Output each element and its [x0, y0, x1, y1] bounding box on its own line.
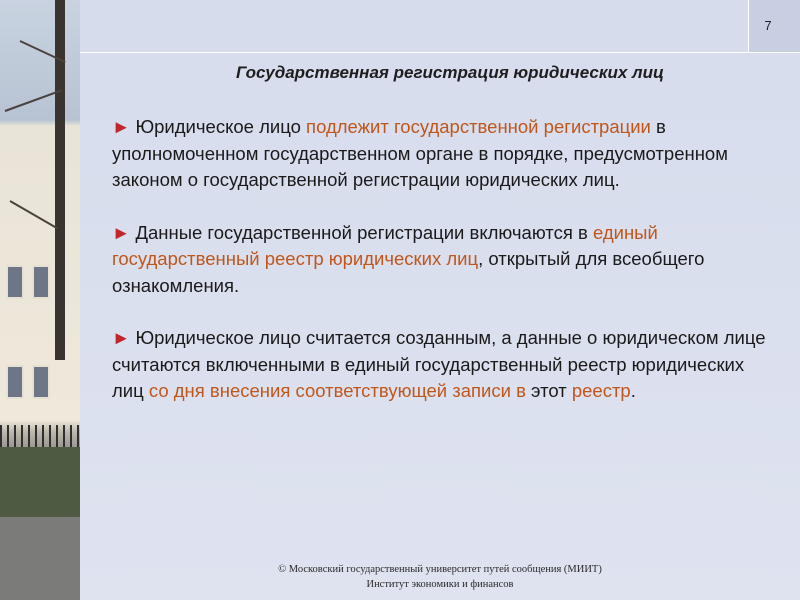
text-segment: Юридическое лицо считается созданным, а данные о юридическом лице считаются включенными в единый государственный реестр юридических лиц	[112, 327, 766, 401]
road	[0, 517, 80, 600]
highlighted-text: подлежит государственной регистрации	[306, 116, 651, 137]
slide-title: Государственная регистрация юридических лиц	[236, 63, 664, 82]
text-segment: Данные государственной регистрации включаются в	[135, 221, 593, 243]
building-window	[6, 365, 24, 399]
text-segment: Юридическое лицо	[135, 116, 307, 137]
text-segment: .	[630, 380, 636, 401]
paragraph	[112, 220, 772, 300]
bullet-arrow-icon: ►	[112, 327, 131, 348]
footer-institute: Институт экономики и финансов	[366, 579, 514, 590]
text-segment: этот	[525, 380, 572, 401]
footer-copyright: © Московский государственный университет путей сообщения (МИИТ)	[278, 564, 602, 575]
bullet-arrow-icon: ►	[112, 116, 131, 137]
highlighted-text: со дня внесения соответствующей записи в	[148, 380, 526, 401]
highlighted-text: единый государственный реестр юридических лиц	[112, 221, 658, 269]
tree-branch	[10, 200, 59, 229]
bullet-arrow-icon: ►	[112, 221, 131, 243]
lawn	[0, 447, 80, 517]
text-segment: , открытый для всеобщего ознакомления.	[112, 248, 705, 296]
building-window	[32, 265, 50, 299]
footer	[80, 562, 800, 592]
paragraph	[112, 325, 772, 405]
text-segment: в уполномоченном государственном органе в порядке, предусмотренном законом о государственной регистрации юридических лиц.	[112, 116, 728, 190]
header-divider	[80, 52, 748, 53]
paragraph	[112, 114, 772, 194]
building-photo	[0, 0, 80, 600]
building-window	[6, 265, 24, 299]
highlighted-text: реестр	[571, 380, 631, 401]
building-window	[32, 365, 50, 399]
fence	[0, 425, 80, 447]
slide-body	[112, 114, 772, 431]
tree-branch	[5, 90, 62, 112]
page-number: 7	[764, 18, 772, 33]
tree-trunk	[55, 0, 65, 360]
